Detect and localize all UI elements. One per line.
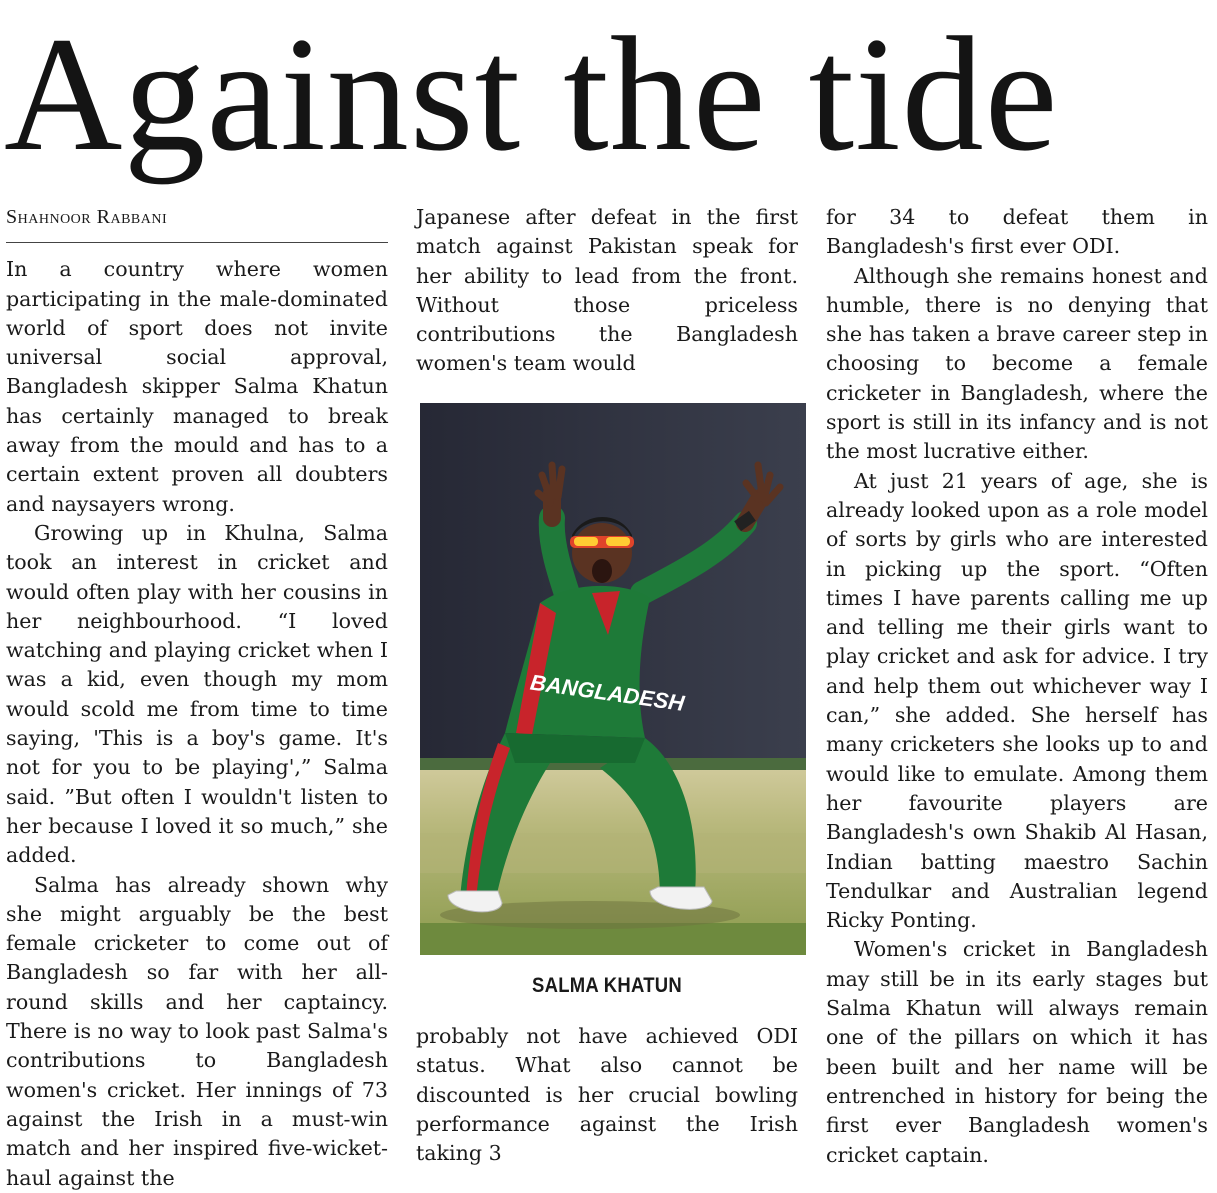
paragraph: Japanese after defeat in the first match against Pakistan speak for her ability to lead from the front. Without those priceless contributions the Bangladesh women's team would: [416, 205, 798, 376]
paragraph: Salma has already shown why she might arguably be the best female cricketer to come out of Bangladesh so far with her all-round skills and her captaincy. There is no way to look past Salma's contributions to Bangladesh women's cricket. Her innings of 73 against the Irish in a must-win match and her inspired five-wicket-haul against the: [6, 872, 388, 1190]
paragraph: Although she remains honest and humble, there is no denying that she has taken a brave career step in choosing to become a female cricketer in Bangladesh, where the sport is still in its infancy and is not the most lucrative either.: [826, 263, 1208, 464]
article-column-3: [826, 203, 1208, 1170]
paragraph: probably not have achieved ODI status. What also cannot be discounted is her crucial bowling performance against the Irish taking 3: [416, 1024, 798, 1166]
player-photo: [420, 403, 806, 955]
celebrating-cricketer-image: [420, 403, 806, 955]
headline: Against the tide: [4, 4, 1059, 185]
paragraph: Women's cricket in Bangladesh may still be in its early stages but Salma Khatun will always remain one of the pillars on which it has been built and her name will be entrenched in history for being the first ever Bangladesh women's cricket captain.: [826, 937, 1208, 1167]
byline: Shahnoor Rabbani: [6, 203, 388, 243]
jersey-text: BANGLADESH: [528, 669, 686, 716]
paragraph: At just 21 years of age, she is already looked upon as a role model of sorts by girls who are interested in picking up the sport. “Often times I have parents calling me up and telling me their girls want to play cricket and ask for advice. I try and help them out whichever way I can,” she added. She herself has many cricketers she looks up to and would like to emulate. Among them her favourite players are Bangladesh's own Shakib Al Hasan, Indian batting maestro Sachin Tendulkar and Australian legend Ricky Ponting.: [826, 468, 1208, 933]
article-column-2: [416, 203, 798, 1169]
photo-caption: SALMA KHATUN: [532, 973, 682, 997]
paragraph: for 34 to defeat them in Bangladesh's first ever ODI.: [826, 205, 1208, 259]
paragraph: Growing up in Khulna, Salma took an interest in cricket and would often play with her cousins in her neighbourhood. “I loved watching and playing cricket when I was a kid, even though my mom would scold me from time to time saying, 'This is a boy's game. It's not for you to be playing',” Salma said. ”But often I wouldn't listen to her because I loved it so much,” she added.: [6, 520, 388, 868]
article-column-1: [6, 203, 388, 1193]
paragraph: In a country where women participating in the male-dominated world of sport does not invite universal social approval, Bangladesh skipper Salma Khatun has certainly managed to break away from the mould and has to a certain extent proven all doubters and naysayers wrong.: [6, 257, 388, 516]
